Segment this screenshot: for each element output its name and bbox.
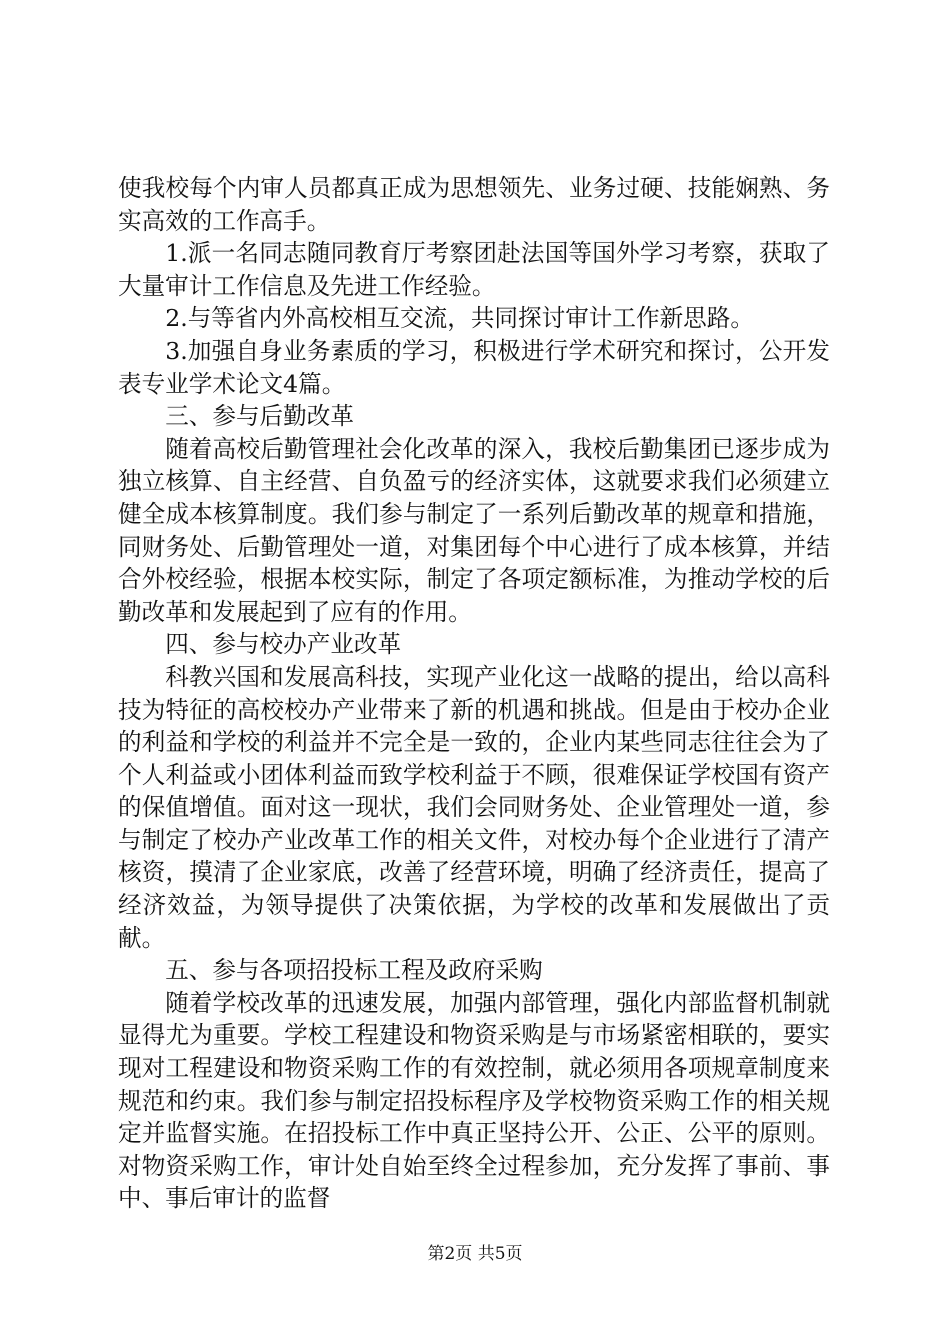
paragraph-1: 使我校每个内审人员都真正成为思想领先、业务过硬、技能娴熟、务实高效的工作高手。 bbox=[118, 174, 830, 235]
document-body bbox=[118, 172, 830, 1215]
section-4-paragraph: 科教兴国和发展高科技，实现产业化这一战略的提出，给以高科技为特征的高校校办产业带来了新的机遇和挑战。但是由于校办企业的利益和学校的利益并不完全是一致的，企业内某些同志往往会为了个人利益或小团体利益而致学校利益于不顾，很难保证学校国有资产的保值增值。面对这一现状，我们会同财务处、企业管理处一道，参与制定了校办产业改革工作的相关文件，对校办每个企业进行了清产核资，摸清了企业家底，改善了经营环境，明确了经济责任，提高了经济效益，为领导提供了决策依据，为学校的改革和发展做出了贡献。 bbox=[118, 662, 830, 952]
list-item-3: 3.加强自身业务素质的学习，积极进行学术研究和探讨，公开发表专业学术论文4篇。 bbox=[118, 336, 830, 398]
section-5-paragraph: 随着学校改革的迅速发展，加强内部管理，强化内部监督机制就显得尤为重要。学校工程建设和物资采购是与市场紧密相联的，要实现对工程建设和物资采购工作的有效控制，就必须用各项规章制度来规范和约束。我们参与制定招投标程序及学校物资采购工作的相关规定并监督实施。在招投标工作中真正坚持公开、公正、公平的原则。对物资采购工作，审计处自始至终全过程参加，充分发挥了事前、事中、事后审计的监督 bbox=[118, 988, 830, 1213]
section-heading-5: 五、参与各项招投标工程及政府采购 bbox=[165, 956, 543, 985]
page-number-footer: 第2页 共5页 bbox=[427, 1244, 523, 1264]
section-3-paragraph: 随着高校后勤管理社会化改革的深入，我校后勤集团已逐步成为独立核算、自主经营、自负盈亏的经济实体，这就要求我们必须建立健全成本核算制度。我们参与制定了一系列后勤改革的规章和措施，同财务处、后勤管理处一道，对集团每个中心进行了成本核算，并结合外校经验，根据本校实际，制定了各项定额标准，为推动学校的后勤改革和发展起到了应有的作用。 bbox=[118, 434, 830, 626]
list-item-2: 2.与等省内外高校相互交流，共同探讨审计工作新思路。 bbox=[165, 304, 754, 333]
section-heading-4: 四、参与校办产业改革 bbox=[165, 630, 402, 659]
section-heading-3: 三、参与后勤改革 bbox=[165, 402, 354, 431]
list-item-1: 1.派一名同志随同教育厅考察团赴法国等国外学习考察，获取了大量审计工作信息及先进工作经验。 bbox=[118, 239, 830, 300]
